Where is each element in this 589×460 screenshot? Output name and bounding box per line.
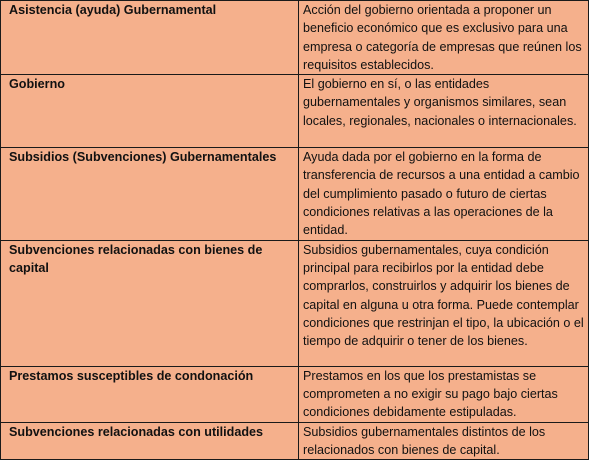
term-cell: Prestamos susceptibles de condonación xyxy=(1,366,299,422)
term-cell: Subsidios (Subvenciones) Gubernamentales xyxy=(1,148,299,240)
definition-cell: El gobierno en sí, o las entidades gubernamentales y organismos similares, sean locales, regionales, nacionales o internacionales. xyxy=(299,75,589,148)
term-cell: Subvenciones relacionadas con bienes de capital xyxy=(1,240,299,366)
term-cell: Asistencia (ayuda) Gubernamental xyxy=(1,1,299,75)
table-row xyxy=(1,75,589,148)
table-row xyxy=(1,366,589,422)
definition-cell: Subsidios gubernamentales distintos de los relacionados con bienes de capital. xyxy=(299,422,589,460)
table-row xyxy=(1,422,589,460)
definition-cell: Acción del gobierno orientada a proponer un beneficio económico que es exclusivo para una empresa o categoría de empresas que reúnen los requisitos establecidos. xyxy=(299,1,589,75)
term-cell: Gobierno xyxy=(1,75,299,148)
definition-cell: Ayuda dada por el gobierno en la forma de transferencia de recursos a una entidad a cambio del cumplimiento pasado o futuro de ciertas condiciones relativas a las operaciones de la entidad. xyxy=(299,148,589,240)
table-row xyxy=(1,1,589,75)
table-row xyxy=(1,240,589,366)
table-row xyxy=(1,148,589,240)
term-cell: Subvenciones relacionadas con utilidades xyxy=(1,422,299,460)
definition-cell: Subsidios gubernamentales, cuya condición principal para recibirlos por la entidad debe comprarlos, construirlos y adquirir los bienes de capital en alguna u otra forma. Puede contemplar condiciones que restrinjan el tipo, la ubicación o el tiempo de adquirir o tener de los bienes. xyxy=(299,240,589,366)
definition-cell: Prestamos en los que los prestamistas se comprometen a no exigir su pago bajo ciertas condiciones debidamente estipuladas. xyxy=(299,366,589,422)
